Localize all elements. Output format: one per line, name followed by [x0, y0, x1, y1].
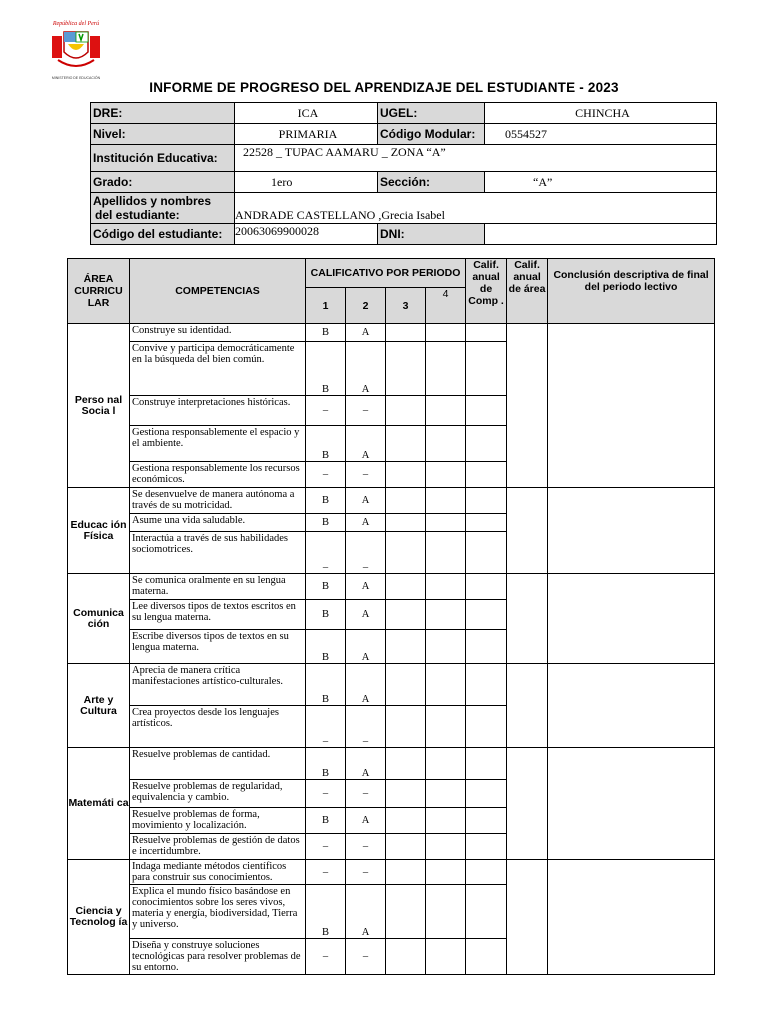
codigo-modular-label: Código Modular:	[378, 124, 485, 145]
table-row	[68, 860, 715, 885]
calif-anual-competencia	[466, 324, 507, 342]
calif-anual-competencia	[466, 342, 507, 396]
grade-period-1: –	[306, 396, 346, 426]
calif-anual-area	[507, 324, 548, 488]
grade-period-4	[426, 664, 466, 706]
competencia-text: Resuelve problemas de cantidad.	[130, 748, 306, 780]
grade-period-2: –	[346, 860, 386, 885]
calif-anual-area	[507, 488, 548, 574]
grade-period-3	[386, 748, 426, 780]
calif-anual-competencia	[466, 396, 507, 426]
period-3-header: 3	[386, 288, 426, 324]
nombres-label	[91, 193, 235, 224]
grade-period-2: A	[346, 664, 386, 706]
grade-period-3	[386, 939, 426, 975]
calif-anual-competencia	[466, 939, 507, 975]
calificativo-header: CALIFICATIVO POR PERIODO	[306, 259, 466, 288]
grade-period-4	[426, 488, 466, 514]
grades-table	[67, 258, 715, 975]
calif-anual-area	[507, 748, 548, 860]
grade-period-1: B	[306, 426, 346, 462]
grade-period-2: A	[346, 514, 386, 532]
grade-period-1: –	[306, 706, 346, 748]
grade-period-2: –	[346, 462, 386, 488]
conclusion-descriptiva	[548, 860, 715, 975]
student-info-table	[90, 102, 717, 245]
dni-value	[485, 224, 717, 245]
nivel-value: PRIMARIA	[235, 124, 378, 145]
grade-period-4	[426, 780, 466, 808]
grade-period-1: B	[306, 808, 346, 834]
grade-period-4	[426, 706, 466, 748]
competencia-text: Construye su identidad.	[130, 324, 306, 342]
grade-period-1: –	[306, 462, 346, 488]
grade-period-4	[426, 630, 466, 664]
competencia-text: Resuelve problemas de forma, movimiento y localización.	[130, 808, 306, 834]
grade-period-4	[426, 939, 466, 975]
competencia-text: Diseña y construye soluciones tecnológicas para resolver problemas de su entorno.	[130, 939, 306, 975]
conclusion-descriptiva	[548, 748, 715, 860]
period-4-header: 4	[426, 288, 466, 324]
grade-period-1: B	[306, 574, 346, 600]
grade-period-2: A	[346, 808, 386, 834]
grade-period-4	[426, 574, 466, 600]
competencia-text: Resuelve problemas de gestión de datos e incertidumbre.	[130, 834, 306, 860]
grade-period-1: B	[306, 600, 346, 630]
grade-period-2: A	[346, 342, 386, 396]
calif-comp-header: Calif. anual de Comp .	[466, 259, 507, 324]
calif-anual-competencia	[466, 462, 507, 488]
grade-period-2: A	[346, 748, 386, 780]
area-name: Ciencia y Tecnolog ía	[68, 860, 130, 975]
table-row	[68, 664, 715, 706]
calif-anual-competencia	[466, 834, 507, 860]
grade-period-3	[386, 780, 426, 808]
grade-period-4	[426, 396, 466, 426]
calif-anual-competencia	[466, 860, 507, 885]
calif-anual-area	[507, 860, 548, 975]
grade-period-3	[386, 834, 426, 860]
grades-body	[68, 324, 715, 975]
nombres-label-line1: Apellidos y nombres	[93, 194, 212, 208]
conclusion-descriptiva	[548, 664, 715, 748]
calif-anual-competencia	[466, 808, 507, 834]
grade-period-2: –	[346, 706, 386, 748]
grade-period-2: A	[346, 426, 386, 462]
grade-period-4	[426, 748, 466, 780]
grade-period-3	[386, 462, 426, 488]
competencia-text: Indaga mediante métodos científicos para construir sus conocimientos.	[130, 860, 306, 885]
calif-anual-competencia	[466, 514, 507, 532]
competencia-text: Convive y participa democráticamente en la búsqueda del bien común.	[130, 342, 306, 396]
competencia-text: Asume una vida saludable.	[130, 514, 306, 532]
grade-period-3	[386, 574, 426, 600]
grade-period-4	[426, 462, 466, 488]
peru-coat-of-arms-logo	[48, 16, 104, 82]
competencia-text: Interactúa a través de sus habilidades sociomotrices.	[130, 532, 306, 574]
codigo-estudiante-value: 20063069900028	[235, 224, 378, 245]
ugel-value: CHINCHA	[485, 103, 717, 124]
grade-period-2: A	[346, 324, 386, 342]
grade-period-3	[386, 426, 426, 462]
svg-text:República del Perú: República del Perú	[52, 21, 100, 27]
calif-anual-competencia	[466, 600, 507, 630]
calif-anual-area	[507, 574, 548, 664]
grade-period-1: B	[306, 514, 346, 532]
grado-label: Grado:	[91, 172, 235, 193]
seccion-label: Sección:	[378, 172, 485, 193]
grade-period-1: B	[306, 885, 346, 939]
table-row	[68, 574, 715, 600]
grade-period-3	[386, 630, 426, 664]
calif-anual-area	[507, 664, 548, 748]
grade-period-2: –	[346, 532, 386, 574]
conclusion-descriptiva	[548, 574, 715, 664]
competencia-text: Resuelve problemas de regularidad, equivalencia y cambio.	[130, 780, 306, 808]
competencia-text: Lee diversos tipos de textos escritos en su lengua materna.	[130, 600, 306, 630]
grade-period-1: –	[306, 780, 346, 808]
codigo-estudiante-label: Código del estudiante:	[91, 224, 235, 245]
competencia-text: Crea proyectos desde los lenguajes artísticos.	[130, 706, 306, 748]
grade-period-1: B	[306, 324, 346, 342]
grade-period-2: A	[346, 885, 386, 939]
competencia-text: Gestiona responsablemente el espacio y el ambiente.	[130, 426, 306, 462]
grade-period-2: –	[346, 780, 386, 808]
area-name: Perso nal Socia l	[68, 324, 130, 488]
grade-period-2: –	[346, 939, 386, 975]
grade-period-4	[426, 808, 466, 834]
calif-anual-competencia	[466, 706, 507, 748]
calif-anual-competencia	[466, 630, 507, 664]
grade-period-2: A	[346, 630, 386, 664]
grade-period-3	[386, 664, 426, 706]
competencia-text: Aprecia de manera crítica manifestaciones artístico-culturales.	[130, 664, 306, 706]
grade-period-4	[426, 426, 466, 462]
grade-period-3	[386, 706, 426, 748]
grade-period-2: A	[346, 574, 386, 600]
competencia-text: Escribe diversos tipos de textos en su lengua materna.	[130, 630, 306, 664]
grade-period-4	[426, 342, 466, 396]
grade-period-2: –	[346, 834, 386, 860]
grade-period-4	[426, 324, 466, 342]
period-2-header: 2	[346, 288, 386, 324]
competencia-text: Explica el mundo físico basándose en conocimientos sobre los seres vivos, materia y energía, biodiversidad, Tierra y universo.	[130, 885, 306, 939]
grade-period-1: B	[306, 664, 346, 706]
grado-value: 1ero	[235, 172, 378, 193]
calif-anual-competencia	[466, 574, 507, 600]
institucion-value: 22528 _ TUPAC AAMARU _ ZONA “A”	[235, 145, 717, 172]
grade-period-3	[386, 600, 426, 630]
nivel-label: Nivel:	[91, 124, 235, 145]
grade-period-1: –	[306, 860, 346, 885]
dre-label: DRE:	[91, 103, 235, 124]
competencia-text: Se desenvuelve de manera autónoma a través de su motricidad.	[130, 488, 306, 514]
codigo-modular-value: 0554527	[485, 124, 717, 145]
grade-period-3	[386, 514, 426, 532]
conclusion-descriptiva	[548, 324, 715, 488]
calif-anual-competencia	[466, 532, 507, 574]
area-name: Educac ión Física	[68, 488, 130, 574]
seccion-value: “A”	[485, 172, 717, 193]
grade-period-3	[386, 885, 426, 939]
grade-period-3	[386, 488, 426, 514]
nombres-value: ANDRADE CASTELLANO ,Grecia Isabel	[235, 193, 717, 224]
grade-period-2: A	[346, 600, 386, 630]
grade-period-1: –	[306, 834, 346, 860]
area-header: ÁREA CURRICU LAR	[68, 259, 130, 324]
grade-period-4	[426, 514, 466, 532]
grade-period-1: –	[306, 939, 346, 975]
grade-period-4	[426, 860, 466, 885]
area-name: Comunica ción	[68, 574, 130, 664]
competencias-header: COMPETENCIAS	[130, 259, 306, 324]
grade-period-3	[386, 532, 426, 574]
competencia-text: Construye interpretaciones históricas.	[130, 396, 306, 426]
grade-period-1: –	[306, 532, 346, 574]
grade-period-1: B	[306, 342, 346, 396]
dre-value: ICA	[235, 103, 378, 124]
grade-period-2: A	[346, 488, 386, 514]
svg-text:MINISTERIO DE EDUCACIÓN: MINISTERIO DE EDUCACIÓN	[51, 76, 101, 80]
grade-period-1: B	[306, 748, 346, 780]
grade-period-3	[386, 808, 426, 834]
grade-period-1: B	[306, 630, 346, 664]
institucion-label: Institución Educativa:	[91, 145, 235, 172]
calif-anual-competencia	[466, 426, 507, 462]
competencia-text: Gestiona responsablemente los recursos económicos.	[130, 462, 306, 488]
conclusion-descriptiva	[548, 488, 715, 574]
period-1-header: 1	[306, 288, 346, 324]
calif-anual-competencia	[466, 664, 507, 706]
calif-anual-competencia	[466, 748, 507, 780]
conclusion-header: Conclusión descriptiva de final del periodo lectivo	[548, 259, 715, 324]
calif-area-header: Calif. anual de área	[507, 259, 548, 324]
ugel-label: UGEL:	[378, 103, 485, 124]
nombres-label-line2: del estudiante:	[95, 208, 180, 222]
grade-period-3	[386, 860, 426, 885]
grade-period-4	[426, 885, 466, 939]
calif-anual-competencia	[466, 780, 507, 808]
grade-period-2: –	[346, 396, 386, 426]
area-name: Arte y Cultura	[68, 664, 130, 748]
grade-period-4	[426, 834, 466, 860]
competencia-text: Se comunica oralmente en su lengua materna.	[130, 574, 306, 600]
calif-anual-competencia	[466, 885, 507, 939]
table-row	[68, 748, 715, 780]
grade-period-3	[386, 396, 426, 426]
grade-period-3	[386, 342, 426, 396]
report-title: INFORME DE PROGRESO DEL APRENDIZAJE DEL ESTUDIANTE - 2023	[149, 80, 619, 95]
table-row	[68, 488, 715, 514]
grade-period-4	[426, 600, 466, 630]
area-name: Matemáti ca	[68, 748, 130, 860]
calif-anual-competencia	[466, 488, 507, 514]
grade-period-1: B	[306, 488, 346, 514]
grade-period-4	[426, 532, 466, 574]
table-row	[68, 324, 715, 342]
dni-label: DNI:	[378, 224, 485, 245]
grade-period-3	[386, 324, 426, 342]
